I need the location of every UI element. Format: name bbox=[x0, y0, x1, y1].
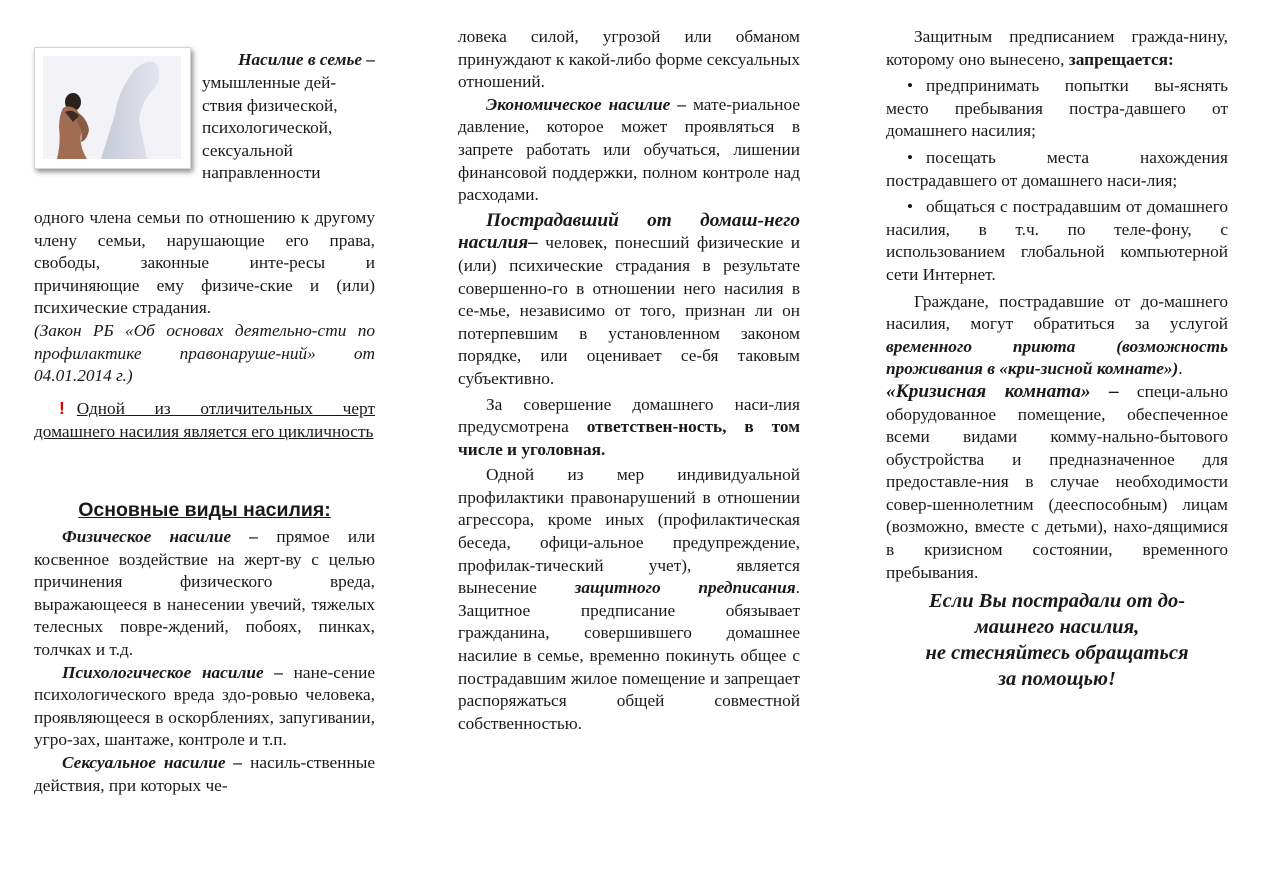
physical-term: Физическое насилие – bbox=[62, 527, 259, 546]
definition-top-lines bbox=[202, 72, 375, 185]
definition-line: направленности bbox=[202, 163, 321, 183]
economic-violence bbox=[458, 94, 800, 207]
sexual-violence-continued: ловека силой, угрозой или обманом принуждают к какой-либо форме сексуальных отношений. bbox=[458, 27, 800, 92]
prohibition-text: общаться с пострадавшим от домашнего насилия, в т.ч. по теле-фону, с использованием глобальной компьютерной сети Интернет. bbox=[886, 197, 1228, 284]
psychological-violence bbox=[34, 662, 375, 752]
protective-order-paragraph bbox=[458, 464, 800, 735]
liability-bold: ответствен-ность, в том числе и уголовная. bbox=[458, 417, 800, 459]
definition-text: одного члена семьи по отношению к другому члену семьи, нарушающие его права, свободы, законные инте-ресы и причиняющие ему физиче-ские и (или) психические страдания. bbox=[34, 208, 375, 318]
measure-text-2: . Защитное предписание обязывает гражданина, совершившего домашнее насилие в семье, временно покинуть общее с пострадавшим жилое помещение и запрещает распоряжаться общей совместной собственностью. bbox=[458, 578, 800, 733]
sexual-violence bbox=[34, 752, 375, 797]
prohibition-item bbox=[886, 196, 1228, 286]
psych-term: Психологическое насилие – bbox=[62, 662, 283, 682]
victim-definition bbox=[458, 210, 800, 391]
bullet-icon: • bbox=[906, 76, 913, 96]
sexual-term: Сексуальное насилие – bbox=[62, 752, 243, 772]
intro-text: Защитным предписанием гражда-нину, которому оно вынесено, bbox=[886, 27, 1228, 69]
physical-violence bbox=[34, 526, 375, 662]
shelter-term: временного приюта (возможность проживания в «кри-зисной комнате») bbox=[886, 336, 1228, 379]
crisis-room-term: «Кризисная комната» – bbox=[886, 380, 1119, 402]
bullet-icon: • bbox=[906, 197, 913, 217]
economic-text: мате-риальное давление, которое может проявляться в запрете работать или обучаться, лишении финансовой поддержки, полном контроле над расходами. bbox=[458, 94, 800, 205]
economic-term: Экономическое насилие – bbox=[486, 94, 686, 114]
crisis-room-text: специ-ально оборудованное помещение, обеспеченное всеми видами комму-нально-бытового обустройства и предназначенное для предоставле-ния в случае необходимости совер-шеннолетним (дееспособным) лицам (возможно, вместе с детьми), нахо-дящимися в кризисном состоянии, временного пребывания. bbox=[886, 381, 1228, 582]
cyclicity-warning bbox=[34, 397, 375, 443]
call-to-action-line: за помощью! bbox=[998, 668, 1116, 691]
shelter-text: Граждане, пострадавшие от до-машнего насилия, могут обратиться за услугой bbox=[886, 291, 1228, 334]
psych-text: нане-сение психологического вреда здо-ровью человека, проявляющееся в оскорблениях, запугивании, угро-зах, шантаже, контроле и т.п. bbox=[34, 662, 375, 750]
definition-line: психологической, bbox=[202, 118, 333, 138]
law-reference: (Закон РБ «Об основах деятельно-сти по профилактике правонаруше-ний» от 04.01.2014 г.) bbox=[34, 320, 375, 386]
liability-text: За совершение домашнего наси-лия предусмотрена bbox=[458, 394, 800, 437]
prohibition-text: посещать места нахождения пострадавшего от домашнего наси-лия; bbox=[886, 147, 1228, 190]
column-2 bbox=[458, 26, 800, 735]
shelter-paragraph bbox=[886, 291, 1228, 381]
warning-text: Одной из отличительных черт домашнего насилия является его цикличность bbox=[34, 399, 375, 441]
domestic-violence-heading: Насилие в семье – bbox=[238, 50, 375, 69]
definition-line: умышленные дей- bbox=[202, 73, 337, 92]
prohibited-label: запрещается: bbox=[1068, 49, 1174, 69]
definition-body bbox=[34, 207, 375, 388]
definition-line: ствия физической, bbox=[202, 95, 338, 115]
victim-term: Пострадавший от домаш-него насилия– bbox=[458, 209, 800, 254]
call-to-action bbox=[886, 588, 1228, 692]
bullet-icon: • bbox=[906, 147, 913, 167]
prohibitions-intro bbox=[886, 26, 1228, 71]
definition-line: сексуальной bbox=[202, 140, 293, 160]
exclamation-icon: ! bbox=[59, 398, 65, 418]
liability-paragraph bbox=[458, 394, 800, 462]
measure-text-1: Одной из мер индивидуальной профилактики правонарушений в отношении агрессора, кроме иных (профилактическая беседа, офици-альное предупреждение, профилак-тический учет), является вынесение bbox=[458, 465, 800, 598]
call-to-action-line: Если Вы пострадали от до- bbox=[928, 590, 1186, 613]
prohibition-text: предпринимать попытки вы-яснять место пребывания постра-давшего от домашнего насилия; bbox=[886, 76, 1228, 141]
protective-order-term: защитного предписания bbox=[574, 578, 796, 598]
crisis-room-paragraph bbox=[886, 381, 1228, 584]
shelter-end: . bbox=[1178, 359, 1183, 379]
column-3 bbox=[886, 26, 1228, 692]
call-to-action-line: не стесняйтесь обращаться bbox=[925, 642, 1189, 665]
types-heading: Основные виды насилия: bbox=[78, 499, 331, 521]
physical-text: прямое или косвенное воздействие на жерт-ву с целью причинения физического вреда, выражающееся в нанесении увечий, тяжелых телесных повре-ждений, побоях, пинках, толчках и т.д. bbox=[34, 527, 376, 659]
violence-types bbox=[34, 526, 375, 797]
sexual-text: насиль-ственные действия, при которых че- bbox=[34, 752, 375, 795]
call-to-action-line: машнего насилия, bbox=[974, 616, 1140, 639]
victim-text: человек, понесший физические и (или) психические страдания в результате совершенно-го в отношении него насилия в се-мье, независимо от того, признан ли он потерпевшим в установленном законом порядке, или оценивает се-бя таковым субъективно. bbox=[458, 233, 800, 388]
prohibition-item bbox=[886, 75, 1228, 143]
prohibition-item bbox=[886, 147, 1228, 192]
